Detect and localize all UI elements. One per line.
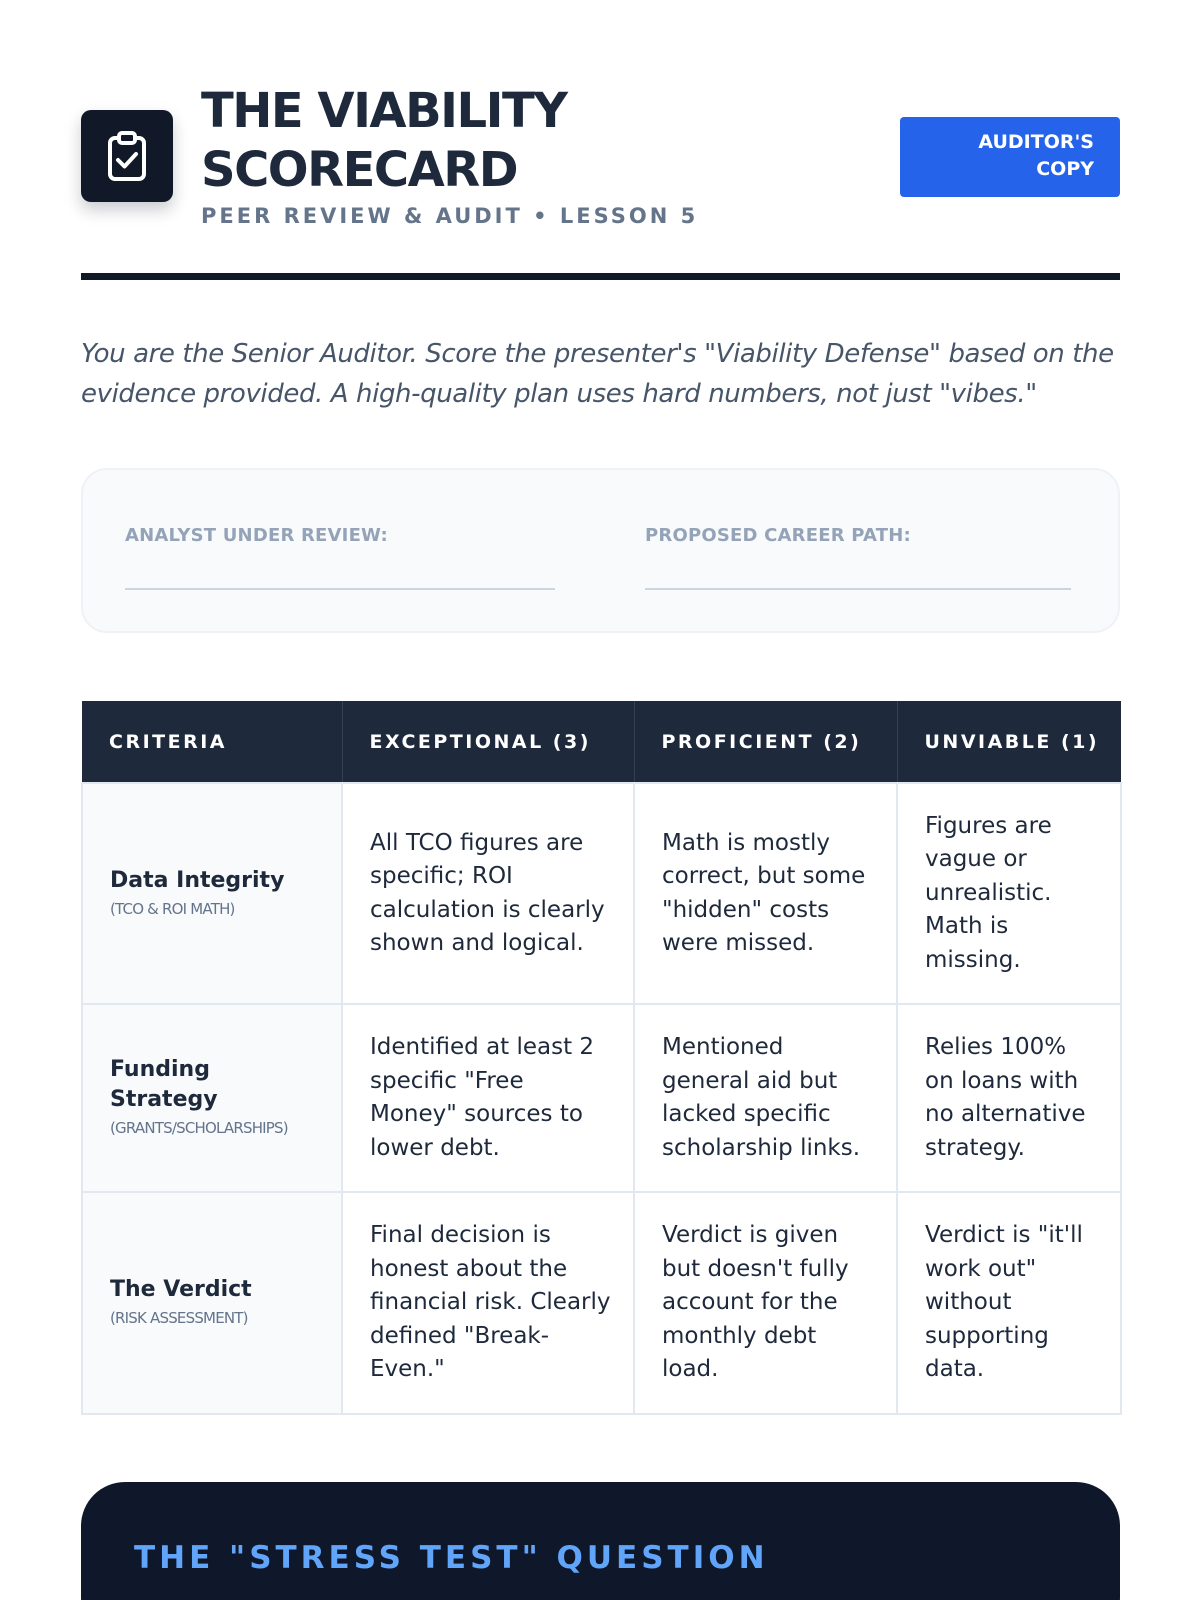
table-row: [82, 1192, 1121, 1414]
title-line-2: SCORECARD: [201, 142, 518, 198]
analyst-field[interactable]: [125, 525, 555, 546]
criteria-cell: [82, 783, 342, 1004]
table-row: [82, 1004, 1121, 1192]
proficient-cell: Mentioned general aid but lacked specific scholarship links.: [634, 1004, 897, 1192]
exceptional-cell: Identified at least 2 specific "Free Money" sources to lower debt.: [342, 1004, 634, 1192]
page-subtitle: PEER REVIEW & AUDIT • LESSON 5: [201, 204, 699, 228]
rubric-table: [81, 701, 1122, 1415]
header-criteria: CRITERIA: [82, 701, 342, 783]
career-path-input-line[interactable]: [645, 588, 1071, 590]
criteria-cell: [82, 1192, 342, 1414]
analyst-label: ANALYST UNDER REVIEW:: [125, 525, 388, 546]
analyst-input-line[interactable]: [125, 588, 555, 590]
exceptional-cell: Final decision is honest about the financial risk. Clearly defined "Break-Even.": [342, 1192, 634, 1414]
unviable-cell: Verdict is "it'll work out" without supporting data.: [897, 1192, 1121, 1414]
career-path-label: PROPOSED CAREER PATH:: [645, 525, 911, 546]
header: [81, 82, 1120, 232]
title-line-1: THE VIABILITY: [201, 83, 567, 139]
header-exceptional: EXCEPTIONAL (3): [342, 701, 634, 783]
proficient-cell: Verdict is given but doesn't fully account for the monthly debt load.: [634, 1192, 897, 1414]
logo-badge: [81, 110, 173, 202]
criteria-name: Funding Strategy: [110, 1057, 218, 1112]
table-row: [82, 783, 1121, 1004]
header-unviable: UNVIABLE (1): [897, 701, 1121, 783]
criteria-cell: [82, 1004, 342, 1192]
career-path-field[interactable]: [645, 525, 1071, 546]
review-info-card: [81, 468, 1120, 633]
criteria-name: Data Integrity: [110, 867, 285, 893]
page-title: [201, 82, 761, 200]
stress-test-card: [81, 1482, 1120, 1600]
intro-text: You are the Senior Auditor. Score the presenter's "Viability Defense" based on the evidence provided. A high-quality plan uses hard numbers, not just "vibes.": [81, 339, 1114, 409]
auditor-copy-badge: [900, 117, 1120, 197]
header-proficient: PROFICIENT (2): [634, 701, 897, 783]
exceptional-cell: All TCO figures are specific; ROI calculation is clearly shown and logical.: [342, 783, 634, 1004]
header-divider: [81, 273, 1120, 280]
criteria-sub: (RISK ASSESSMENT): [110, 1309, 248, 1327]
badge-line-2: COPY: [1036, 158, 1094, 180]
criteria-sub: (TCO & ROI MATH): [110, 899, 235, 918]
proficient-cell: Math is mostly correct, but some "hidden" costs were missed.: [634, 783, 897, 1004]
criteria-sub: (GRANTS/SCHOLARSHIPS): [110, 1119, 288, 1137]
clipboard-check-icon: [105, 130, 149, 182]
stress-test-title: THE "STRESS TEST" QUESTION: [134, 1540, 769, 1576]
unviable-cell: Figures are vague or unrealistic. Math is missing.: [897, 783, 1121, 1004]
rubric-header-row: [82, 701, 1121, 783]
criteria-name: The Verdict: [110, 1277, 252, 1302]
unviable-cell: Relies 100% on loans with no alternative strategy.: [897, 1004, 1121, 1192]
badge-line-1: AUDITOR'S: [978, 131, 1094, 153]
